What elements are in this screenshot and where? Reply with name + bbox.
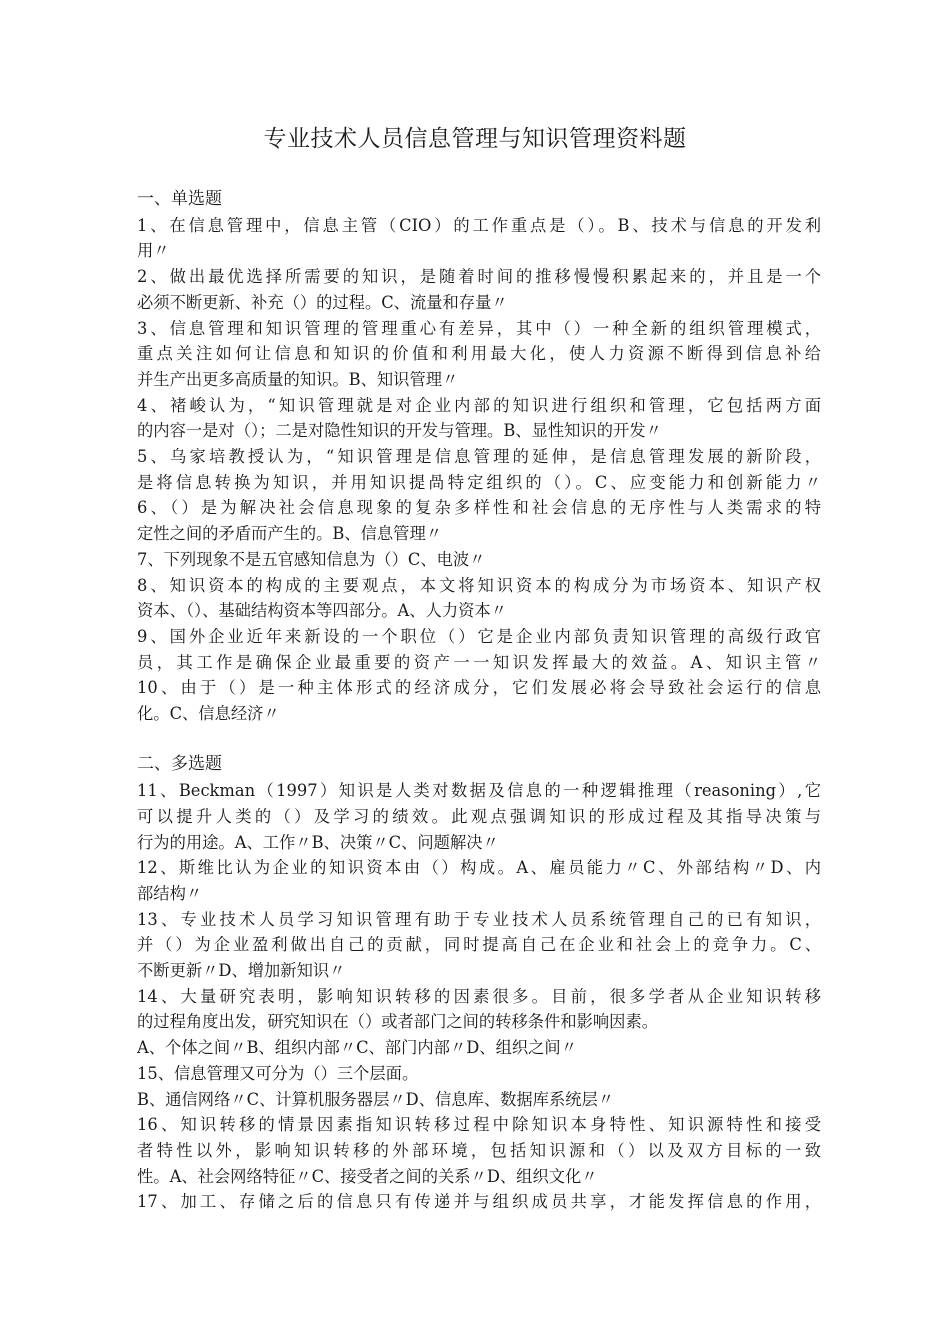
question-text-line: 5、乌家培教授认为，“知识管理是信息管理的延伸，是信息管理发展的新阶段， bbox=[137, 447, 821, 467]
question-text-line: 并生产出更多高质量的知识。B、知识管理〃 bbox=[137, 369, 459, 389]
question-text-line: 11、Beckman（1997）知识是人类对数据及信息的一种逻辑推理（reasoning）,它 bbox=[137, 781, 821, 801]
section-single-choice bbox=[137, 187, 821, 727]
question-text-line: B、通信网络〃C、计算机服务器层〃D、信息库、数据库系统层〃 bbox=[137, 1089, 615, 1109]
question-text-line: 9、国外企业近年来新设的一个职位（）它是企业内部负责知识管理的高级行政官 bbox=[137, 626, 821, 646]
question-text-line: 重点关注如何让信息和知识的价值和利用最大化，使人力资源不断得到信息补给 bbox=[137, 344, 821, 364]
question-text-line: 不断更新〃D、增加新知识〃 bbox=[137, 961, 346, 981]
document-body bbox=[137, 187, 821, 1215]
question-text-line: 资本、（）、基础结构资本等四部分。A、人力资本〃 bbox=[137, 601, 507, 621]
question-text-line: 员，其工作是确保企业最重要的资产一一知识发挥最大的效益。A、知识主管〃 bbox=[137, 652, 821, 672]
question-text-line: 17、加工、存储之后的信息只有传递并与组织成员共享，才能发挥信息的作用， bbox=[137, 1192, 821, 1212]
question-text-line: 可以提升人类的（）及学习的绩效。此观点强调知识的形成过程及其指导决策与 bbox=[137, 806, 821, 826]
section-spacer bbox=[137, 727, 821, 753]
question-text-line: 14、大量研究表明，影响知识转移的因素很多。目前，很多学者从企业知识转移 bbox=[137, 986, 821, 1006]
section-heading: 一、单选题 bbox=[137, 189, 222, 209]
question-text-line: 化。C、信息经济〃 bbox=[137, 704, 280, 724]
question-list bbox=[137, 213, 821, 727]
question-text-line: 3、信息管理和知识管理的管理重心有差异，其中（）一种全新的组织管理模式， bbox=[137, 318, 821, 338]
question-text-line: 8、知识资本的构成的主要观点，本文将知识资本的构成分为市场资本、知识产权 bbox=[137, 575, 821, 595]
question-text-line: 者特性以外，影响知识转移的外部环境，包括知识源和（）以及双方目标的一致 bbox=[137, 1141, 821, 1160]
question-list bbox=[137, 778, 821, 1215]
question-text-line: 的内容一是对（）；二是对隐性知识的开发与管理。B、显性知识的开发〃 bbox=[137, 421, 662, 441]
document-title: 专业技术人员信息管理与知识管理资料题 bbox=[263, 126, 687, 152]
question-text-line: 7、下列现象不是五官感知信息为（）C、电波〃 bbox=[137, 549, 486, 569]
question-text-line: 的过程角度出发，研究知识在（）或者部门之间的转移条件和影响因素。 bbox=[137, 1012, 659, 1032]
question-text-line: 并（）为企业盈利做出自己的贡献，同时提高自己在企业和社会上的竞争力。C、 bbox=[137, 935, 821, 955]
question-text-line: A、个体之间〃B、组织内部〃C、部门内部〃D、组织之间〃 bbox=[137, 1038, 577, 1058]
question-text-line: 15、信息管理又可分为（）三个层面。 bbox=[137, 1063, 419, 1083]
question-text-line: 4、褚峻认为，“知识管理就是对企业内部的知识进行组织和管理，它包括两方面 bbox=[137, 395, 821, 415]
question-text-line: 性。A、社会网络特征〃C、接受者之间的关系〃D、组织文化〃 bbox=[137, 1166, 598, 1186]
question-text-line: 用〃 bbox=[137, 241, 170, 261]
question-text-line: 1、在信息管理中，信息主管（CIO）的工作重点是（）。B、技术与信息的开发利 bbox=[137, 215, 821, 235]
question-text-line: 10、由于（）是一种主体形式的经济成分，它们发展必将会导致社会运行的信息 bbox=[137, 678, 821, 698]
question-text-line: 行为的用途。A、工作〃B、决策〃C、问题解决〃 bbox=[137, 832, 499, 852]
question-text-line: 定性之间的矛盾而产生的。B、信息管理〃 bbox=[137, 524, 443, 544]
question-text-line: 部结构〃 bbox=[137, 883, 203, 903]
question-text-line: 13、专业技术人员学习知识管理有助于专业技术人员系统管理自己的已有知识， bbox=[137, 909, 821, 929]
question-text-line: 2、做出最优选择所需要的知识，是随着时间的推移慢慢积累起来的，并且是一个 bbox=[137, 267, 821, 287]
section-heading: 二、多选题 bbox=[137, 754, 222, 775]
question-text-line: 必须不断更新、补充（）的过程。C、流量和存量〃 bbox=[137, 292, 508, 312]
question-text-line: 6、（）是为解决社会信息现象的复杂多样性和社会信息的无序性与人类需求的特 bbox=[137, 498, 821, 518]
question-text-line: 是将信息转换为知识，并用知识提咼特定组织的（）。C、应变能力和创新能力〃 bbox=[137, 472, 821, 492]
section-multiple-choice bbox=[137, 752, 821, 1215]
question-text-line: 16、知识转移的情景因素指知识转移过程中除知识本身特性、知识源特性和接受 bbox=[137, 1115, 821, 1135]
question-text-line: 12、斯维比认为企业的知识资本由（）构成。A、雇员能力〃C、外部结构〃D、内 bbox=[137, 858, 821, 878]
